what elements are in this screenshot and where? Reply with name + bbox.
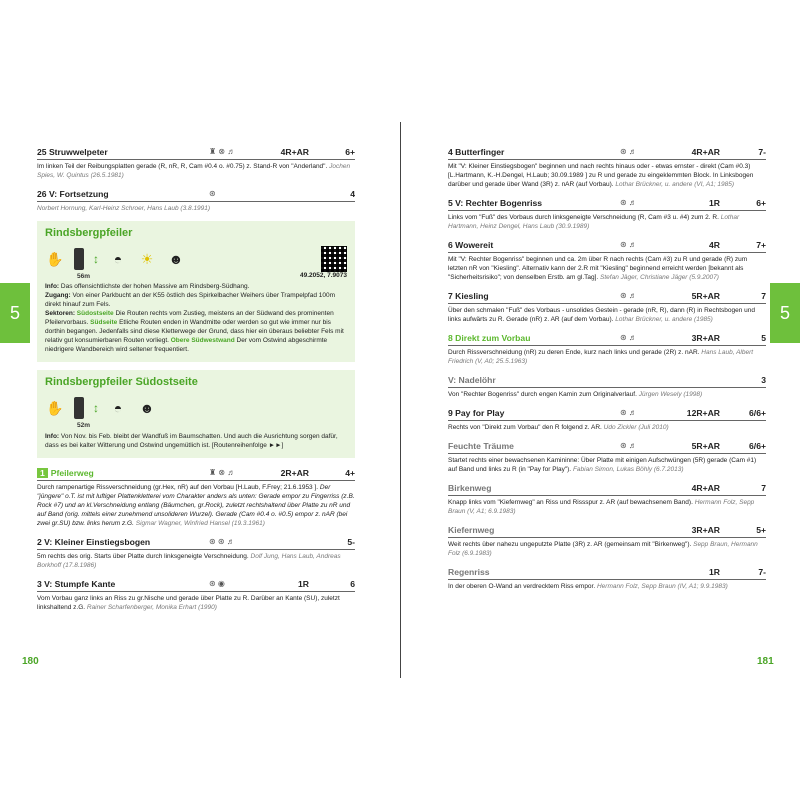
route-bolts: 4R (709, 239, 720, 250)
route-entry (37, 466, 355, 528)
wall-height: 56m (77, 273, 91, 280)
route-header (37, 187, 355, 202)
route-grade: 6+ (756, 197, 766, 208)
route-icons: ⊛ ♬ (620, 240, 637, 249)
route-header (448, 196, 766, 211)
route-grade: 4 (350, 188, 355, 199)
route-name: 2 V: Kleiner Einstiegsbogen (37, 536, 151, 547)
route-icons: ⊛ ♬ (620, 198, 637, 207)
chapter-tab-right: 5 (770, 283, 800, 343)
route-name: 8 Direkt zum Vorbau (448, 332, 531, 343)
route-description (37, 204, 355, 213)
sector-icon-row (45, 246, 347, 272)
route-description: 5m rechts des orig. Starts über Platte durch linksgeneigte Verschneidung. Dolf Jung, Hans Laub, Andreas Borkhoff (17.8.1986) (37, 553, 341, 569)
gps-coords: 49.2052, 7.9073 (300, 272, 347, 279)
route-name: 26 V: Fortsetzung (37, 188, 109, 199)
wall-icon (74, 248, 84, 270)
route-description: Von "Rechter Bogenriss" durch engen Kamin zum Originalverlauf. Jürgen Wesely (1998) (448, 391, 703, 398)
route-icons: ⊛ ◉ (209, 579, 225, 588)
route-bolts: 3R+AR (691, 524, 720, 535)
route-name: Kiefernweg (448, 524, 495, 535)
sector-title: Rindsbergpfeiler (45, 227, 133, 239)
route-description: In der oberen O-Wand an verdrecktem Riss empor. Hermann Folz, Sepp Braun (IV, A1; 9.9.1983) (448, 583, 728, 590)
route-name: 4 Butterfinger (448, 146, 505, 157)
route-authors: Lothar Brückner, u. andere (VI, A1; 1985) (615, 181, 735, 188)
route-header (448, 238, 766, 253)
route-header (37, 145, 355, 160)
route-description: Mit "V: Kleiner Einstiegsbogen" beginnen und nach rechts hinaus oder - etwas ernster - direkt (Cam #0.3) [L.Hartmann, K.-H.Dengel, H.Laub; 30.09.1989 ] zu R und gerade zu eingeklemmten Block. In Linksbogen darüber und gerade über Wand (3R) z. nAR (auf Vorbau). Lothar Brückner, u. andere (VI, A1; 1985) (448, 163, 754, 188)
route-name: 3 V: Stumpfe Kante (37, 578, 116, 589)
sector-icon-row (45, 395, 347, 421)
route-entry (448, 523, 766, 558)
route-header (448, 406, 766, 421)
wall-icon (74, 397, 84, 419)
page-number-left: 180 (22, 656, 39, 667)
sector-title: Rindsbergpfeiler Südostseite (45, 376, 198, 388)
route-header (448, 331, 766, 346)
family-icon: ☻ (139, 400, 155, 416)
route-entry (37, 145, 355, 180)
route-description: Startet rechts einer bewachsenen Kamininne: Über Platte mit einigen Aufschwüngen (5R) gerade (Cam #1) auf Band und links zu R (in "Pay for Play"). Fabian Simon, Lukas Böhly (6.7.2013) (448, 457, 757, 473)
route-bolts: 4R+AR (691, 482, 720, 493)
route-bolts: 12R+AR (686, 407, 720, 418)
left-bottom-routes (37, 466, 355, 612)
route-description: Knapp links vom "Kiefernweg" an Riss und Rissspur z. AR (auf bewachsenem Band). Hermann Folz, Sepp Braun (V, A1; 6.9.1983) (448, 499, 755, 515)
route-grade: 5 (761, 332, 766, 343)
route-icons: ⊛ (209, 189, 216, 198)
route-description: Über den schmalen "Fuß" des Vorbaus - unsolides Gestein - gerade (nR, R), dann (R) in Rechtsbogen und links aufwärts zu R. Gerade (nR) z. AR (auf dem Vorbau). Lothar Brückner, u. andere (1985) (448, 307, 756, 323)
route-name: 7 Kiesling (448, 290, 489, 301)
route-description: Vom Vorbau ganz links an Riss zu gr.Nische und gerade über Platte zu R. Darüber an Kante (SU), zuletzt linkshaltend z.G. Rainer Scharfenberger, Monika Erhart (1990) (37, 595, 340, 611)
route-header (448, 145, 766, 160)
route-grade: 6/6+ (749, 407, 766, 418)
route-grade: 3 (761, 374, 766, 385)
right-routes (448, 145, 766, 591)
route-grade: 7 (761, 290, 766, 301)
family-icon: ☻ (168, 251, 184, 267)
route-entry (448, 331, 766, 366)
route-header (448, 523, 766, 538)
route-icons: ⊛ ⊛ ♬ (209, 537, 235, 546)
route-header (37, 535, 355, 550)
route-authors: Dolf Jung, Hans Laub, Andreas Borkhoff (17.8.1986) (37, 553, 341, 569)
route-name: Birkenweg (448, 482, 492, 493)
route-entry (448, 145, 766, 189)
route-entry (37, 535, 355, 570)
route-authors: Norbert Hornung, Karl-Heinz Schroer, Hans Laub (3.8.1991) (37, 205, 211, 212)
route-icons: ♜ ⊗ ♬ (209, 468, 236, 477)
route-entry (448, 238, 766, 282)
route-name: Feuchte Träume (448, 440, 514, 451)
left-page (37, 145, 355, 619)
route-grade: 5- (347, 536, 355, 547)
route-entry (448, 406, 766, 432)
sector-box-rindsbergpfeiler (37, 221, 355, 362)
route-name: Regenriss (448, 566, 490, 577)
route-bolts: 3R+AR (691, 332, 720, 343)
route-authors: Jürgen Wesely (1998) (638, 391, 703, 398)
route-grade: 4+ (345, 467, 355, 478)
route-bolts: 1R (298, 578, 309, 589)
height-arrow-icon: ↕ (93, 401, 99, 415)
route-grade: 7 (761, 482, 766, 493)
route-icons: ⊛ ♬ (620, 408, 637, 417)
route-grade: 7- (758, 146, 766, 157)
route-number-badge: 1 (37, 468, 48, 478)
route-entry (37, 187, 355, 213)
crag-shade-icon: ◓ (113, 400, 123, 416)
route-authors: Hans Laub, Albert Friedrich (V, A0; 25.5.1963) (448, 349, 754, 365)
hand-icon: ✋ (46, 399, 64, 416)
route-icons: ♜ ⊗ ♬ (209, 147, 236, 156)
height-arrow-icon: ↕ (93, 252, 99, 266)
route-entry (448, 373, 766, 399)
crag-shade-icon: ◓ (113, 251, 123, 267)
route-bolts: 1R (709, 197, 720, 208)
left-top-routes (37, 145, 355, 213)
route-entry (37, 577, 355, 612)
route-name: 6 Wowereit (448, 239, 494, 250)
route-bolts: 4R+AR (691, 146, 720, 157)
hand-icon: ✋ (46, 250, 64, 267)
route-description: Mit "V: Rechter Bogenriss" beginnen und ca. 2m über R nach rechts (Cam #3) zu R und gerade (R) zum letzten nR von "Kiesling". Alternativ kann der 2.R mit "Kiesling" beginnend erreicht werden [bekannt als "Sicherheitsrisiko"; von denselben Erstb. am gl.Tag]. Stefan Jäger, Christiane Jäger (5.9.2007) (448, 256, 748, 281)
route-authors: Stefan Jäger, Christiane Jäger (5.9.2007) (600, 274, 719, 281)
route-authors: Lothar Hartmann, Heinz Dengel, Hans Laub (30.9.1989) (448, 214, 740, 230)
route-entry (448, 289, 766, 324)
route-header (448, 481, 766, 496)
route-grade: 6+ (345, 146, 355, 157)
route-authors: Lothar Brückner, u. andere (1985) (615, 316, 713, 323)
page-spine (400, 122, 401, 678)
route-entry (448, 565, 766, 591)
sector-box-suedostseite (37, 370, 355, 458)
route-bolts: 5R+AR (691, 440, 720, 451)
route-header (37, 577, 355, 592)
route-icons: ⊛ ♬ (620, 441, 637, 450)
qr-code-icon (321, 246, 347, 272)
route-description: Rechts von "Direkt zum Vorbau" den R folgend z. AR. Udo Zickler (Juli 2010) (448, 424, 669, 431)
route-description: Weit rechts über nahezu ungeputzte Platte (3R) z. AR (gemeinsam mit "Birkenweg"). Sepp Braun, Hermann Folz (6.9.1983) (448, 541, 758, 557)
route-bolts: 5R+AR (691, 290, 720, 301)
right-page (448, 145, 766, 598)
sector-info: Info: Von Nov. bis Feb. bleibt der Wandfuß im Baumschatten. Und auch die Ausrichtung sorgen dafür, dass es bei kalter Witterung und Ostwind ungemütlich ist. [Routenreihenfolge ►►] (45, 433, 338, 449)
route-header (448, 289, 766, 304)
route-authors: Hermann Folz, Sepp Braun (V, A1; 6.9.1983) (448, 499, 755, 515)
route-icons: ⊛ ♬ (620, 333, 637, 342)
chapter-tab-left: 5 (0, 283, 30, 343)
route-grade: 6/6+ (749, 440, 766, 451)
route-name: 5 V: Rechter Bogenriss (448, 197, 543, 208)
route-header (37, 466, 355, 481)
route-bolts: 1R (709, 566, 720, 577)
route-authors: Udo Zickler (Juli 2010) (603, 424, 669, 431)
route-authors: Jochen Spies, W. Quintus (26.5.1981) (37, 163, 351, 179)
route-icons: ⊛ ♬ (620, 291, 637, 300)
route-authors: Sepp Braun, Hermann Folz (6.9.1983) (448, 541, 758, 557)
route-grade: 7- (758, 566, 766, 577)
sun-icon: ☀ (140, 250, 154, 267)
route-authors: Sigmar Wagner, Winfried Hansel (19.3.1961) (135, 520, 265, 527)
route-entry (448, 439, 766, 474)
route-grade: 6 (350, 578, 355, 589)
route-authors: Rainer Scharfenberger, Monika Erhart (1990) (86, 604, 217, 611)
route-grade: 7+ (756, 239, 766, 250)
route-bolts: 4R+AR (280, 146, 309, 157)
route-bolts: 2R+AR (280, 467, 309, 478)
route-name: 25 Struwwelpeter (37, 146, 108, 157)
route-description: Links vom "Fuß" des Vorbaus durch linksgeneigte Verschneidung (R, Cam #3 u. #4) zum 2. R. Lothar Hartmann, Heinz Dengel, Hans Laub (30.9.1989) (448, 214, 740, 230)
route-authors: Hermann Folz, Sepp Braun (IV, A1; 9.9.1983) (596, 583, 728, 590)
route-description: Durch rampenartige Rissverschneidung (gr.Hex, nR) auf den Vorbau [H.Laub, F.Frey; 21.6.1953 ]. Der "jüngere" o.T. ist mit luftiger Plattenkletterei vom Charakter anders als unten: Gerade empor zu Fingerriss (z.B. Rock #7) und an kl.Verschneidung entlang (Bäumchen, gr.Rock), zuletzt rechtshaltend über Platte zu nR und auf Band (orig. mittels einer zunehmend unsolideren Wurzel). Gerade (Cam #0.4 o. #0.5) empor z. nAR (bei zwei gr.SU) bzw. links herum z.G. Sigmar Wagner, Winfried Hansel (19.3.1961) (37, 484, 355, 527)
route-header (448, 373, 766, 388)
route-grade: 5+ (756, 524, 766, 535)
route-header (448, 565, 766, 580)
route-header (448, 439, 766, 454)
route-icons: ⊛ ♬ (620, 147, 637, 156)
route-name: V: Nadelöhr (448, 374, 496, 385)
route-name: 9 Pay for Play (448, 407, 505, 418)
sector-info: Info: Das offensichtlichste der hohen Massive am Rindsberg-Südhang. Zugang: Von einer Parkbucht an der K55 östlich des Spirkelbacher Weihers über Trampelpfad 100m direkt hinauf zum Fels. Sektoren: Südostseite Die Routen rechts vom Zustieg, meistens an der Südwand des prominenten Pfeilervorbaus. Südseite Etliche Routen enden in Wandmitte oder werden so gut wie immer nur bis dorthin begangen. Jedenfalls sind diese Kletterwege der Grund, dass hier ein überaus beliebter Fels mit relativ gut konsumierbaren Routen vorliegt. Obere Südwestwand Der vom Ostwind abgeschirmte niedrigere Wandbereich wird seltener frequentiert. (45, 283, 344, 353)
wall-height: 52m (77, 422, 91, 429)
route-authors: Fabian Simon, Lukas Böhly (6.7.2013) (572, 466, 684, 473)
route-description: Im linken Teil der Reibungsplatten gerade (R, nR, R, Cam #0.4 o. #0.75) z. Stand-R von "Anderland". Jochen Spies, W. Quintus (26.5.1981) (37, 163, 351, 179)
page-number-right: 181 (757, 656, 774, 667)
route-entry (448, 196, 766, 231)
route-name: 1 Pfeilerweg (37, 468, 209, 478)
route-entry (448, 481, 766, 516)
route-description: Durch Rissverschneidung (nR) zu deren Ende, kurz nach links und gerade (2R) z. nAR. Hans Laub, Albert Friedrich (V, A0; 25.5.1963) (448, 349, 754, 365)
